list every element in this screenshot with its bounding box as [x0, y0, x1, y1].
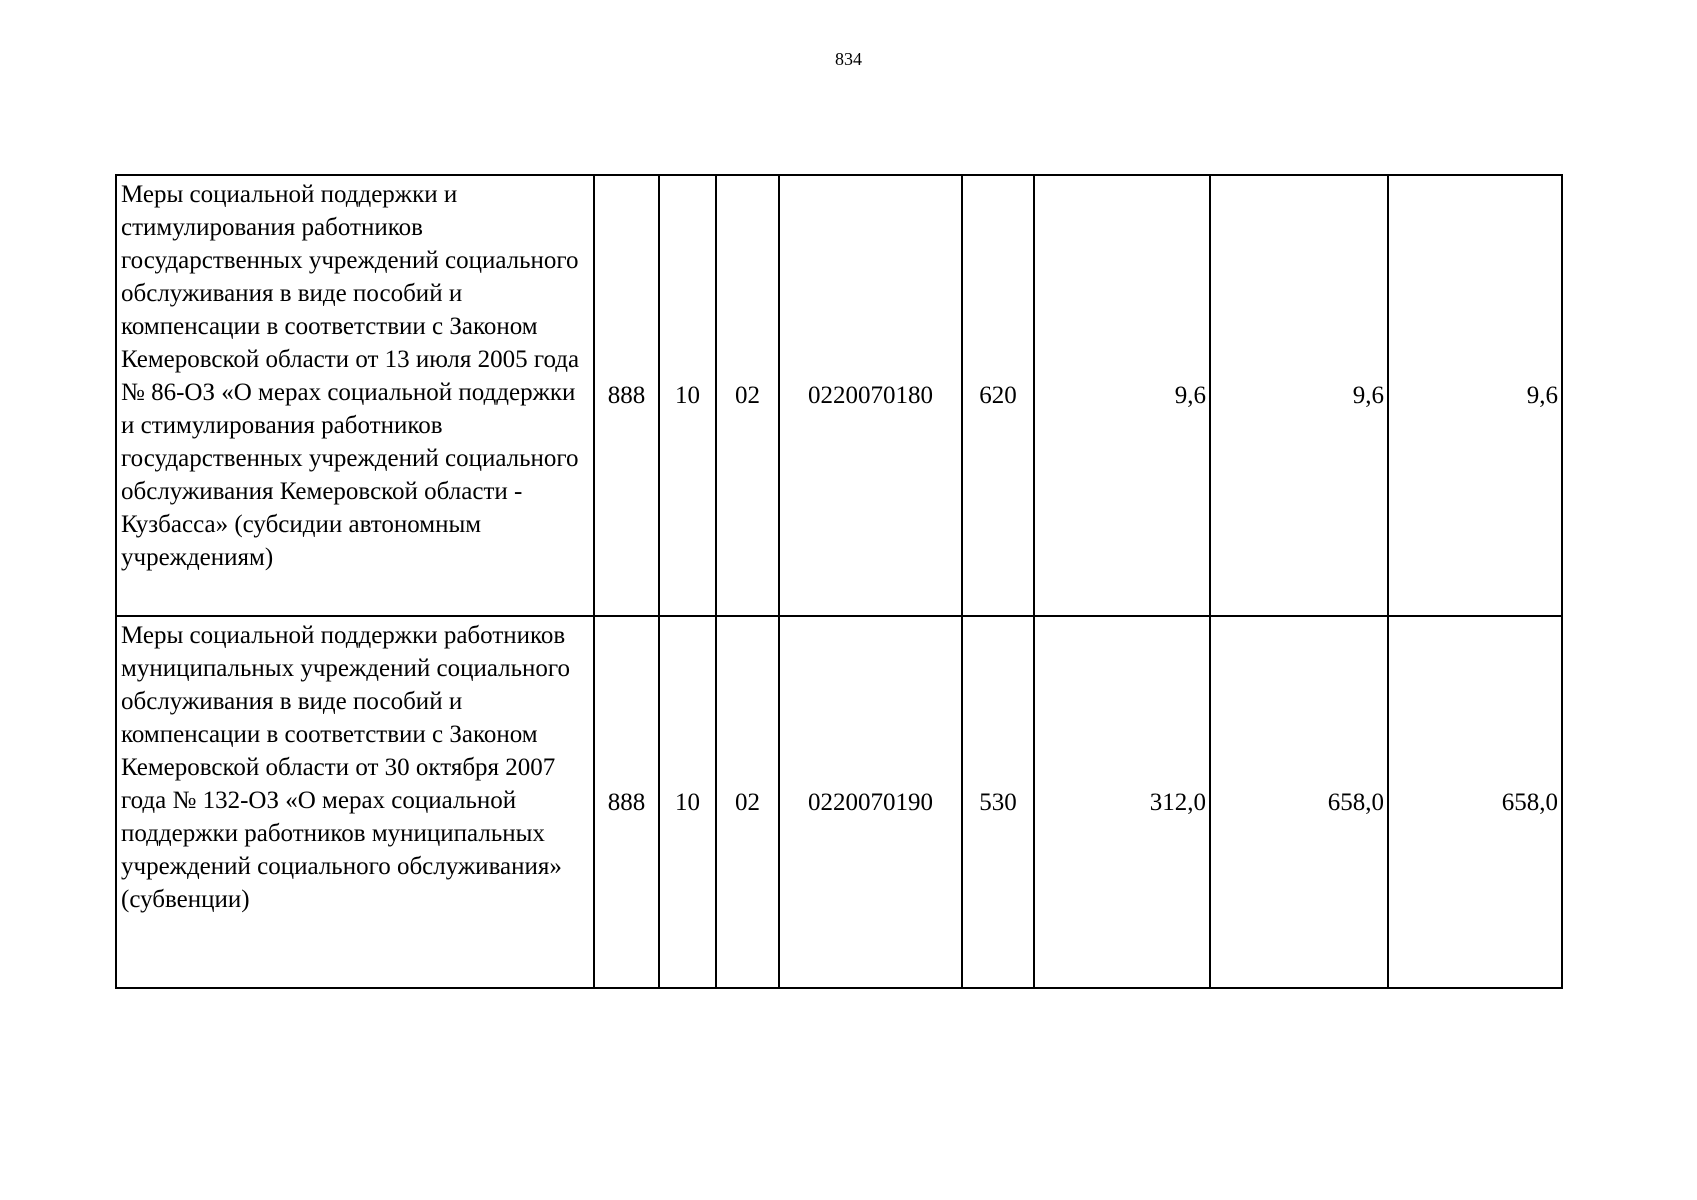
amount-year-2: 658,0	[1210, 616, 1388, 988]
table-row	[116, 616, 1562, 988]
expense-type-code: 530	[962, 616, 1034, 988]
row-description: Меры социальной поддержки и стимулирования работников государственных учреждений социального обслуживания в виде пособий и компенсации в соответствии с Законом Кемеровской области от 13 июля 2005 года № 86-ОЗ «О мерах социальной поддержки и стимулирования работников государственных учреждений социального обслуживания Кемеровской области - Кузбасса» (субсидии автономным учреждениям)	[116, 175, 594, 616]
ministry-code: 888	[594, 175, 659, 616]
target-article-code: 0220070190	[779, 616, 962, 988]
row-description: Меры социальной поддержки работников муниципальных учреждений социального обслуживания в виде пособий и компенсации в соответствии с Законом Кемеровской области от 30 октября 2007 года № 132-ОЗ «О мерах социальной поддержки работников муниципальных учреждений социального обслуживания» (субвенции)	[116, 616, 594, 988]
ministry-code: 888	[594, 616, 659, 988]
amount-year-1: 312,0	[1034, 616, 1210, 988]
amount-year-3: 9,6	[1388, 175, 1562, 616]
section-code: 10	[659, 175, 716, 616]
subsection-code: 02	[716, 616, 779, 988]
page-number: 834	[835, 49, 862, 69]
subsection-code: 02	[716, 175, 779, 616]
amount-year-1: 9,6	[1034, 175, 1210, 616]
budget-table	[115, 174, 1563, 989]
table-row	[116, 175, 1562, 616]
amount-year-3: 658,0	[1388, 616, 1562, 988]
section-code: 10	[659, 616, 716, 988]
amount-year-2: 9,6	[1210, 175, 1388, 616]
expense-type-code: 620	[962, 175, 1034, 616]
target-article-code: 0220070180	[779, 175, 962, 616]
